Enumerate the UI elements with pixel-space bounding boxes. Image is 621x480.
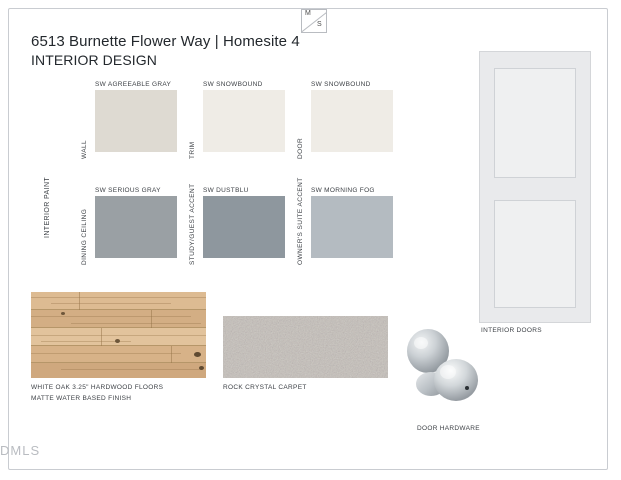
paint-swatch-1-0 xyxy=(95,196,177,258)
paint-swatch-0-1 xyxy=(203,90,285,152)
paint-use-1-1: STUDY/GUEST ACCENT xyxy=(189,183,196,265)
sheet-corner-tag xyxy=(301,9,327,33)
design-board-sheet xyxy=(8,8,608,470)
hardwood-caption-line1: WHITE OAK 3.25" HARDWOOD FLOORS xyxy=(31,384,164,391)
watermark: DMLS xyxy=(0,443,41,458)
paint-use-1-0: DINING CEILING xyxy=(81,208,88,265)
interior-doors-caption: INTERIOR DOORS xyxy=(481,327,542,334)
hardwood-caption-line2: MATTE WATER BASED FINISH xyxy=(31,395,132,402)
paint-use-0-2: DOOR xyxy=(297,137,304,159)
tag-letter-top: M xyxy=(305,10,311,17)
paint-name-1-1: SW DUSTBLU xyxy=(203,187,249,194)
carpet-caption: ROCK CRYSTAL CARPET xyxy=(223,384,307,391)
paint-name-1-2: SW MORNING FOG xyxy=(311,187,375,194)
door-hardware-image xyxy=(404,322,494,412)
carpet-sample xyxy=(223,316,388,378)
paint-name-1-0: SW SERIOUS GRAY xyxy=(95,187,161,194)
paint-use-0-1: TRIM xyxy=(189,141,196,159)
paint-use-0-0: WALL xyxy=(81,139,88,159)
section-label-interior-paint: INTERIOR PAINT xyxy=(44,176,51,238)
paint-name-0-2: SW SNOWBOUND xyxy=(311,81,371,88)
paint-swatch-0-2 xyxy=(311,90,393,152)
paint-swatch-0-0 xyxy=(95,90,177,152)
page-subtitle: INTERIOR DESIGN xyxy=(31,52,157,68)
paint-name-0-0: SW AGREEABLE GRAY xyxy=(95,81,172,88)
paint-use-1-2: OWNER'S SUITE ACCENT xyxy=(297,177,304,265)
tag-letter-bottom: S xyxy=(317,21,322,28)
page-title: 6513 Burnette Flower Way | Homesite 4 xyxy=(31,33,300,50)
paint-swatch-1-2 xyxy=(311,196,393,258)
paint-name-0-1: SW SNOWBOUND xyxy=(203,81,263,88)
hardwood-floor-sample xyxy=(31,292,206,378)
interior-doors-image xyxy=(479,51,591,323)
door-hardware-caption: DOOR HARDWARE xyxy=(417,425,480,432)
paint-swatch-1-1 xyxy=(203,196,285,258)
